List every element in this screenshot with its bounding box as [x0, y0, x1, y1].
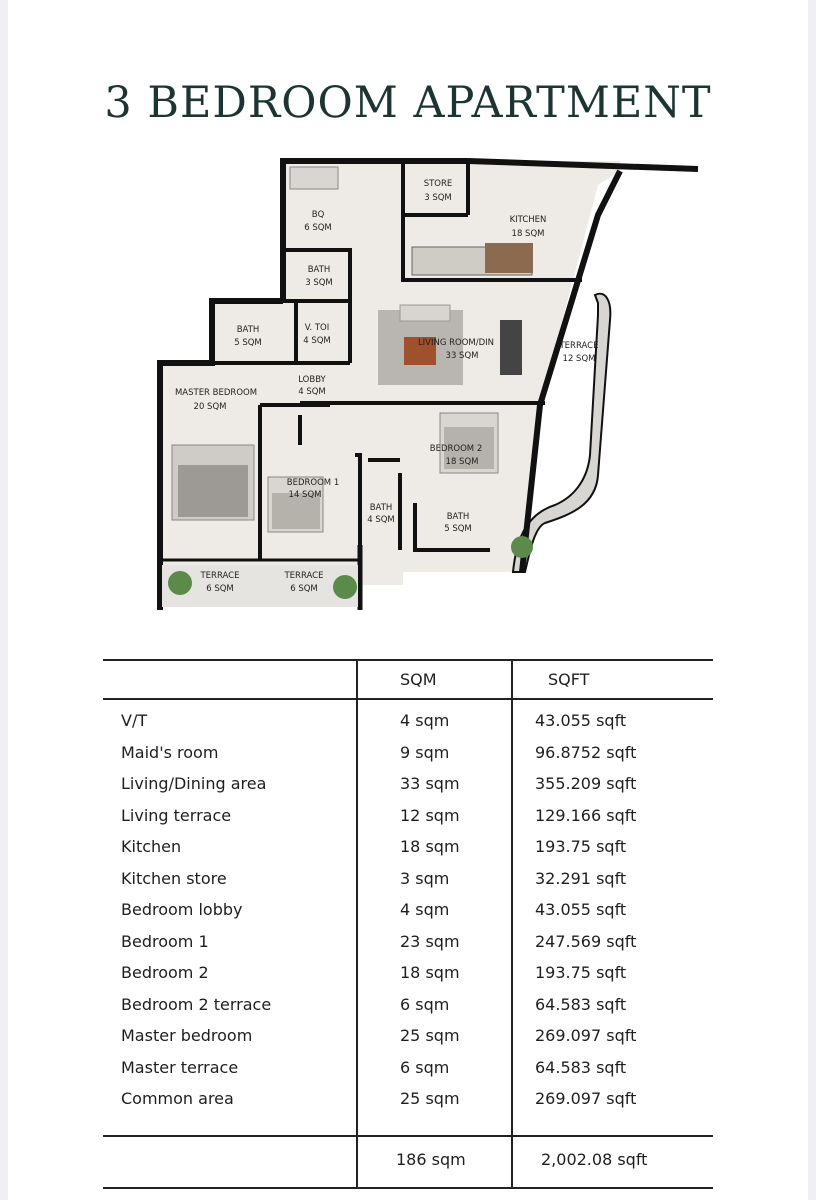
- row-sqft: 193.75 sqft: [535, 837, 627, 856]
- room-area: 5 SQM: [444, 524, 472, 534]
- table-rule: [103, 698, 713, 700]
- row-sqft: 96.8752 sqft: [535, 743, 637, 762]
- header-sqft: SQFT: [548, 670, 590, 689]
- row-label: Maid's room: [121, 743, 219, 762]
- table-rule: [103, 1135, 713, 1137]
- row-sqft: 43.055 sqft: [535, 711, 627, 730]
- row-sqm: 12 sqm: [400, 806, 460, 825]
- room-area: 5 SQM: [234, 338, 262, 348]
- column-divider: [511, 698, 513, 1135]
- room-label: BEDROOM 2: [429, 444, 483, 454]
- row-sqm: 25 sqm: [400, 1089, 460, 1108]
- column-divider: [356, 1135, 358, 1187]
- room-label: MASTER BEDROOM: [174, 388, 258, 398]
- room-area: 33 SQM: [445, 351, 479, 361]
- column-divider: [356, 659, 358, 699]
- room-label: LIVING ROOM/DIN: [417, 338, 495, 348]
- row-sqm: 23 sqm: [400, 932, 460, 951]
- room-label: BQ: [311, 210, 325, 220]
- row-label: Bedroom lobby: [121, 900, 243, 919]
- table-rule: [103, 659, 713, 661]
- row-sqft: 32.291 sqft: [535, 869, 627, 888]
- room-label: STORE: [423, 179, 453, 189]
- room-area: 4 SQM: [298, 387, 326, 397]
- row-label: Kitchen store: [121, 869, 227, 888]
- bq-bed: [290, 167, 338, 189]
- area-table: [103, 659, 713, 1194]
- row-sqm: 9 sqm: [400, 743, 450, 762]
- row-sqft: 64.583 sqft: [535, 995, 627, 1014]
- room-area: 6 SQM: [290, 584, 318, 594]
- room-label: LOBBY: [298, 375, 326, 385]
- plant-icon: [168, 571, 192, 595]
- room-label: BATH: [446, 512, 470, 522]
- plant-icon: [333, 575, 357, 599]
- sofa: [400, 305, 450, 321]
- row-sqm: 33 sqm: [400, 774, 460, 793]
- row-sqm: 6 sqm: [400, 995, 450, 1014]
- room-area: 20 SQM: [193, 402, 227, 412]
- master-bed-cover: [178, 465, 248, 517]
- room-label: BATH: [369, 503, 393, 513]
- floor-plan: [150, 155, 710, 625]
- row-sqm: 4 sqm: [400, 900, 450, 919]
- column-divider: [511, 1135, 513, 1187]
- room-label: V. TOI: [304, 323, 330, 333]
- row-sqm: 6 sqm: [400, 1058, 450, 1077]
- row-label: Master terrace: [121, 1058, 239, 1077]
- room-label: BATH: [307, 265, 331, 275]
- row-sqm: 18 sqm: [400, 837, 460, 856]
- room-area: 18 SQM: [445, 457, 479, 467]
- room-area: 3 SQM: [305, 278, 333, 288]
- kitchen-island: [485, 243, 533, 273]
- row-sqft: 129.166 sqft: [535, 806, 637, 825]
- row-label: Kitchen: [121, 837, 182, 856]
- room-area: 14 SQM: [288, 490, 322, 500]
- room-area: 6 SQM: [304, 223, 332, 233]
- table-rule: [103, 1187, 713, 1189]
- room-label: TERRACE: [284, 571, 324, 581]
- row-sqft: 43.055 sqft: [535, 900, 627, 919]
- row-label: Common area: [121, 1089, 234, 1108]
- row-label: V/T: [121, 711, 148, 730]
- room-label: KITCHEN: [509, 215, 547, 225]
- room-label: TERRACE: [200, 571, 240, 581]
- column-divider: [511, 659, 513, 699]
- dining-table: [500, 320, 522, 375]
- row-label: Bedroom 2: [121, 963, 209, 982]
- total-sqft: 2,002.08 sqft: [541, 1150, 648, 1169]
- plant-icon: [511, 536, 533, 558]
- row-label: Living/Dining area: [121, 774, 267, 793]
- room-label: BATH: [236, 325, 260, 335]
- room-label: TERRACE: [559, 341, 599, 351]
- room-area: 12 SQM: [562, 354, 596, 364]
- row-sqm: 18 sqm: [400, 963, 460, 982]
- row-sqft: 64.583 sqft: [535, 1058, 627, 1077]
- row-sqft: 269.097 sqft: [535, 1089, 637, 1108]
- room-area: 6 SQM: [206, 584, 234, 594]
- row-sqft: 355.209 sqft: [535, 774, 637, 793]
- row-sqft: 247.569 sqft: [535, 932, 637, 951]
- row-sqft: 269.097 sqft: [535, 1026, 637, 1045]
- room-area: 18 SQM: [511, 229, 545, 239]
- room-label: BEDROOM 1: [286, 478, 340, 488]
- row-label: Bedroom 2 terrace: [121, 995, 272, 1014]
- row-label: Living terrace: [121, 806, 232, 825]
- row-sqm: 3 sqm: [400, 869, 450, 888]
- room-area: 4 SQM: [367, 515, 395, 525]
- row-label: Master bedroom: [121, 1026, 253, 1045]
- header-sqm: SQM: [400, 670, 437, 689]
- page-title: 3 BEDROOM APARTMENT: [104, 78, 712, 128]
- row-sqm: 25 sqm: [400, 1026, 460, 1045]
- row-sqft: 193.75 sqft: [535, 963, 627, 982]
- row-sqm: 4 sqm: [400, 711, 450, 730]
- row-label: Bedroom 1: [121, 932, 209, 951]
- total-sqm: 186 sqm: [396, 1150, 466, 1169]
- column-divider: [356, 698, 358, 1135]
- room-area: 4 SQM: [303, 336, 331, 346]
- room-area: 3 SQM: [424, 193, 452, 203]
